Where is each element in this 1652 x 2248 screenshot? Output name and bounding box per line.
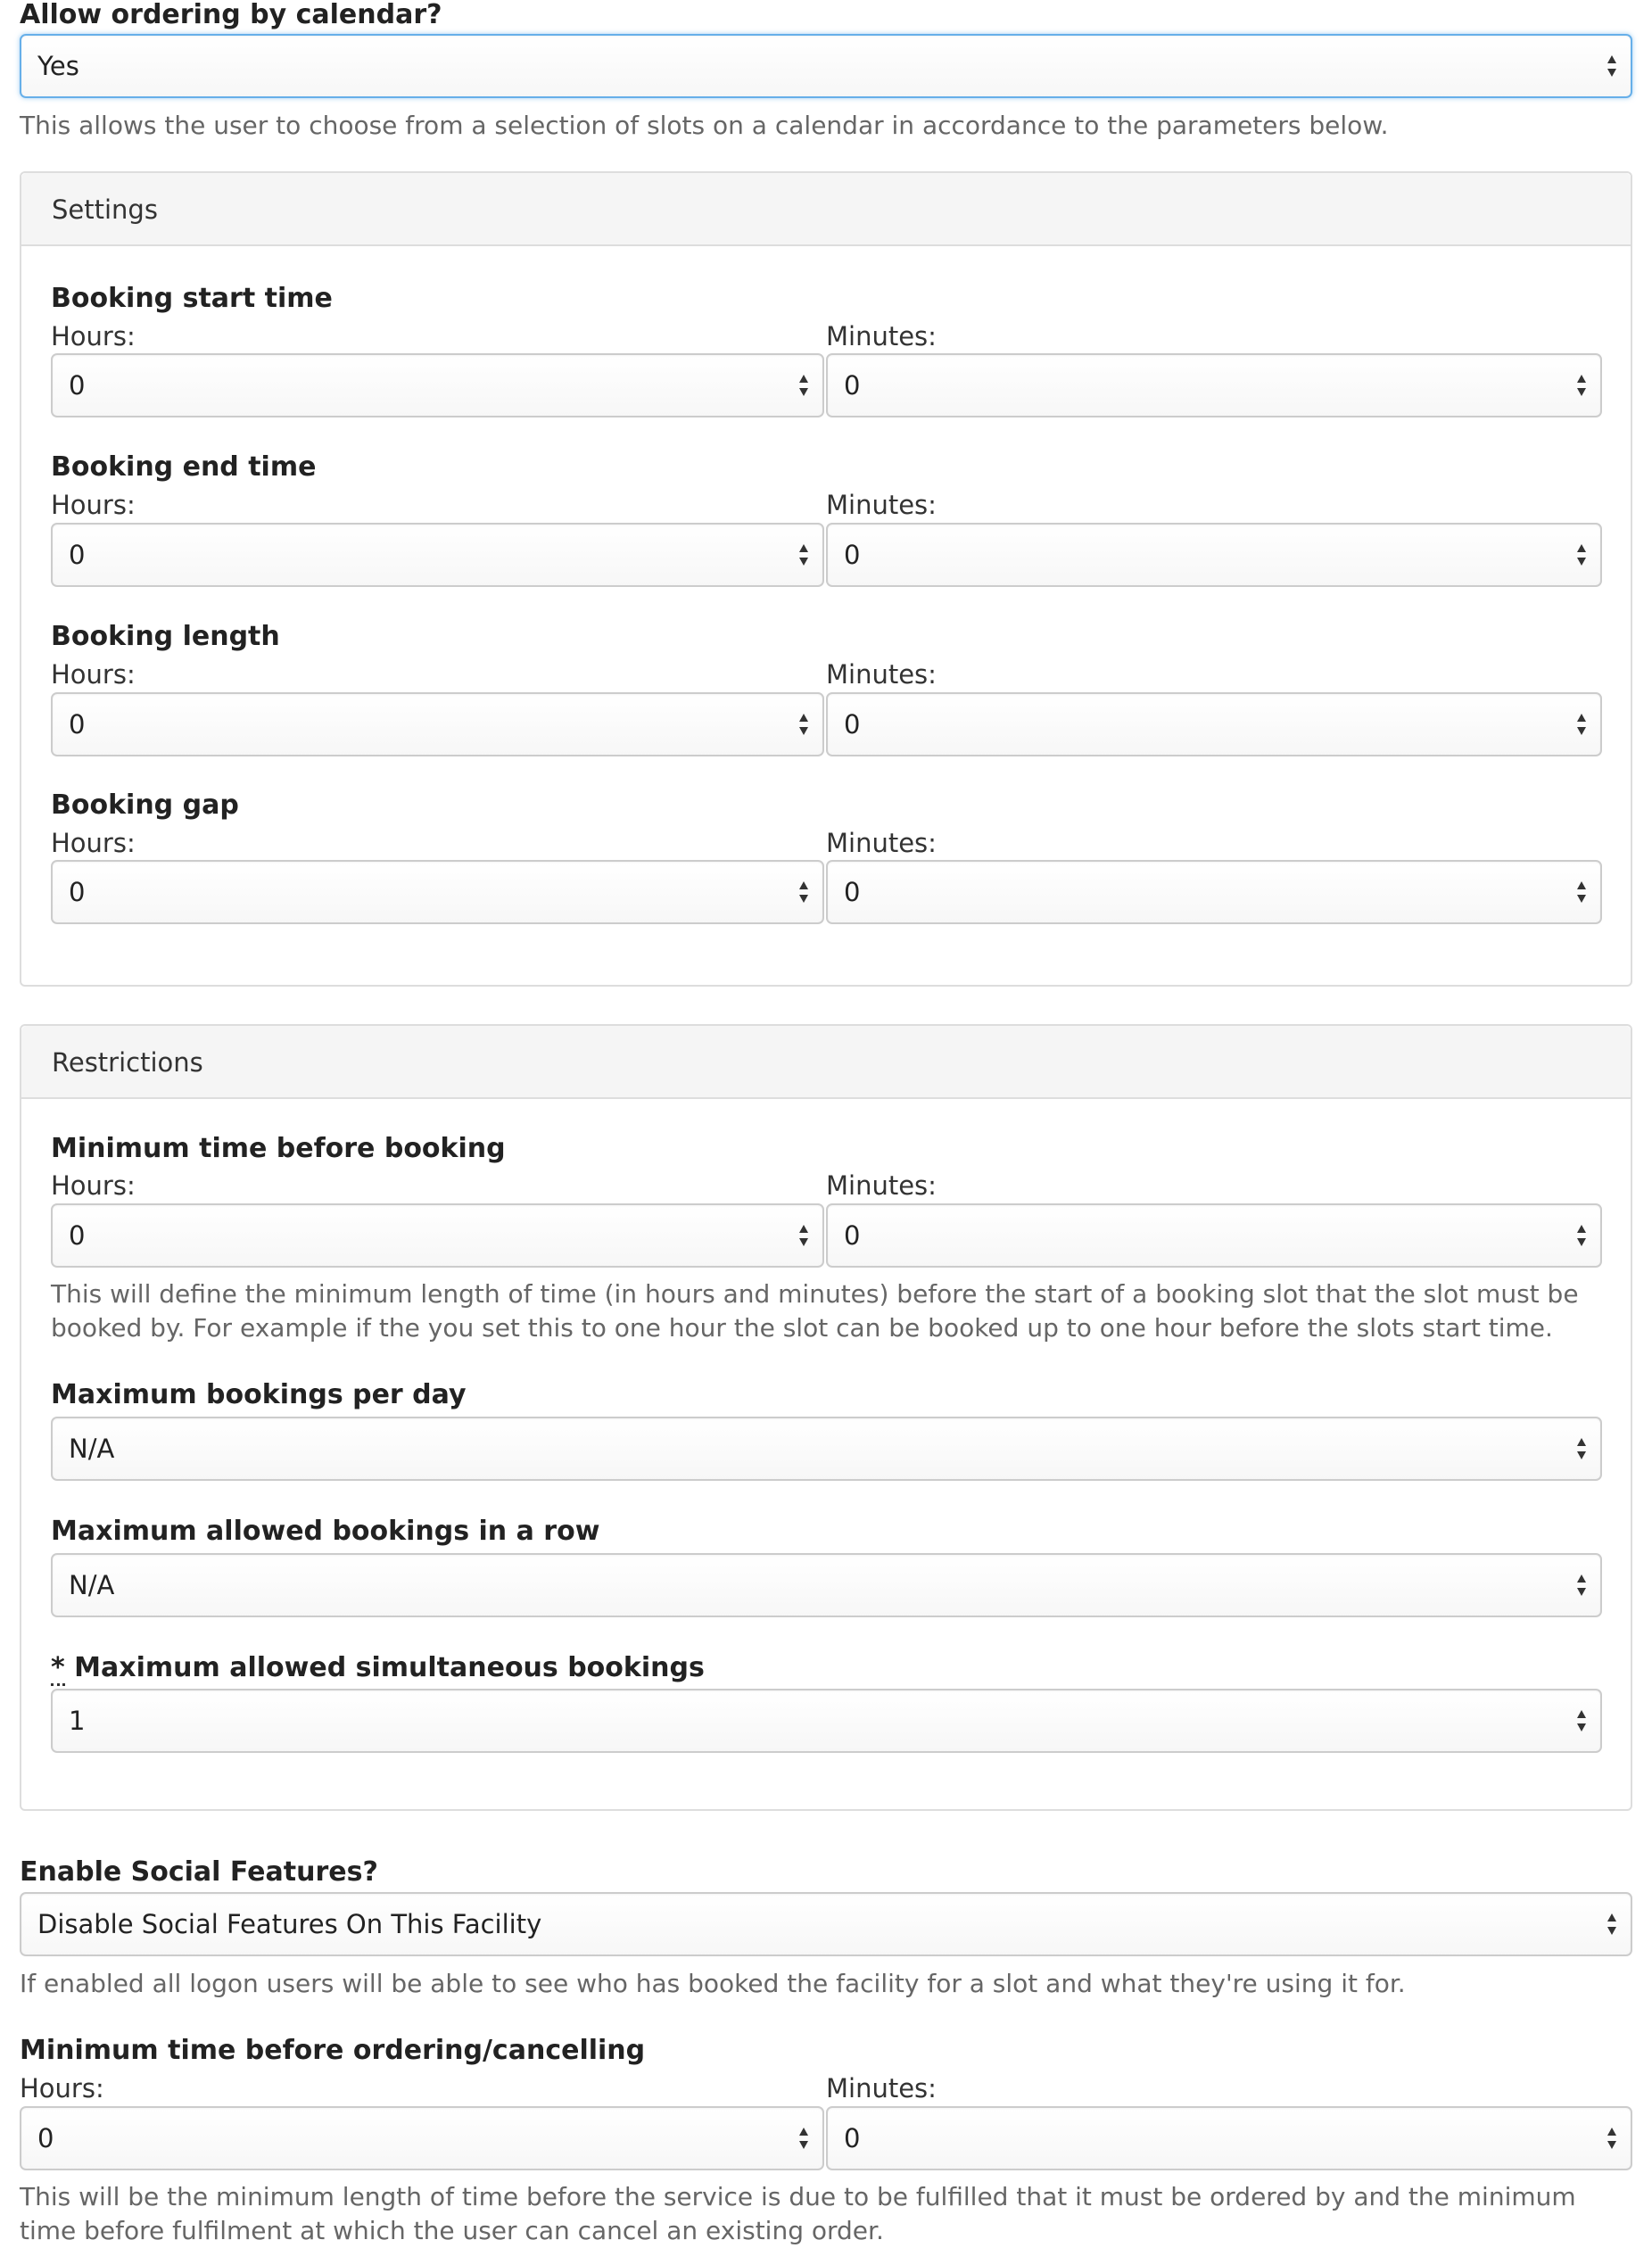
min-order-cancel-minutes-value: 0 [844, 2123, 861, 2153]
max-simultaneous-label-row [51, 1653, 705, 1683]
select-arrows-icon [797, 712, 810, 737]
select-arrows-icon [1575, 880, 1588, 905]
booking-end-hours-label: Hours: [51, 490, 136, 520]
min-time-minutes-label: Minutes: [826, 1170, 937, 1201]
booking-length-hours-select[interactable] [51, 692, 824, 756]
min-order-cancel-hours-value: 0 [37, 2123, 54, 2153]
social-features-value: Disable Social Features On This Facility [37, 1909, 542, 1939]
max-simultaneous-value: 1 [69, 1706, 86, 1736]
max-bookings-in-row-select[interactable] [51, 1553, 1602, 1617]
select-arrows-icon [1575, 712, 1588, 737]
booking-gap-hours-select[interactable] [51, 860, 824, 924]
select-arrows-icon [1575, 373, 1588, 398]
select-arrows-icon [797, 2126, 810, 2151]
min-time-minutes-value: 0 [844, 1220, 861, 1251]
max-bookings-per-day-select[interactable] [51, 1417, 1602, 1481]
min-time-hours-label: Hours: [51, 1170, 136, 1201]
booking-gap-label: Booking gap [51, 789, 239, 821]
booking-length-hours-label: Hours: [51, 659, 136, 690]
settings-panel-header [21, 173, 1631, 246]
select-arrows-icon [797, 542, 810, 567]
select-arrows-icon [1575, 1436, 1588, 1461]
booking-start-hours-select[interactable] [51, 353, 824, 417]
select-arrows-icon [1575, 1223, 1588, 1248]
social-features-select[interactable] [20, 1892, 1632, 1956]
min-order-cancel-help-line1: This will be the minimum length of time before the service is due to be fulfilled that it must be ordered by and the minimum [20, 2182, 1576, 2211]
min-order-cancel-minutes-select[interactable] [826, 2106, 1632, 2170]
min-time-help-line2: booked by. For example if the you set this to one hour the slot can be booked up to one hour before the slots start time. [51, 1313, 1553, 1343]
min-time-help-line1: This will define the minimum length of time (in hours and minutes) before the start of a booking slot that the slot must be [51, 1279, 1579, 1309]
booking-gap-minutes-value: 0 [844, 877, 861, 907]
booking-end-hours-select[interactable] [51, 523, 824, 587]
booking-length-hours-value: 0 [69, 709, 86, 740]
booking-end-minutes-label: Minutes: [826, 490, 937, 520]
booking-gap-hours-value: 0 [69, 877, 86, 907]
restrictions-panel-title: Restrictions [52, 1047, 203, 1078]
booking-length-minutes-label: Minutes: [826, 659, 937, 690]
booking-end-hours-value: 0 [69, 540, 86, 570]
booking-gap-minutes-label: Minutes: [826, 828, 937, 858]
min-order-cancel-minutes-label: Minutes: [826, 2073, 937, 2103]
allow-calendar-select[interactable] [20, 34, 1632, 98]
booking-start-minutes-select[interactable] [826, 353, 1602, 417]
booking-gap-minutes-select[interactable] [826, 860, 1602, 924]
booking-start-hours-value: 0 [69, 370, 86, 401]
max-simultaneous-label: Maximum allowed simultaneous bookings [74, 1652, 705, 1683]
min-time-minutes-select[interactable] [826, 1203, 1602, 1268]
min-order-cancel-hours-select[interactable] [20, 2106, 824, 2170]
select-arrows-icon [1606, 1912, 1618, 1937]
booking-gap-hours-label: Hours: [51, 828, 136, 858]
max-simultaneous-select[interactable] [51, 1689, 1602, 1753]
select-arrows-icon [797, 880, 810, 905]
select-arrows-icon [1575, 542, 1588, 567]
booking-start-minutes-label: Minutes: [826, 321, 937, 351]
booking-length-minutes-select[interactable] [826, 692, 1602, 756]
allow-calendar-label: Allow ordering by calendar? [20, 0, 442, 30]
max-bookings-per-day-value: N/A [69, 1434, 115, 1464]
booking-start-minutes-value: 0 [844, 370, 861, 401]
min-time-before-booking-label: Minimum time before booking [51, 1133, 506, 1164]
booking-end-time-label: Booking end time [51, 451, 317, 483]
select-arrows-icon [797, 1223, 810, 1248]
social-features-help: If enabled all logon users will be able to see who has booked the facility for a slot and what they're using it for. [20, 1969, 1406, 1998]
max-bookings-in-row-value: N/A [69, 1570, 115, 1600]
booking-start-hours-label: Hours: [51, 321, 136, 351]
min-order-cancel-help [20, 2180, 1632, 2248]
allow-calendar-help: This allows the user to choose from a selection of slots on a calendar in accordance to the parameters below. [20, 111, 1389, 140]
max-bookings-in-row-label: Maximum allowed bookings in a row [51, 1516, 600, 1547]
booking-end-minutes-value: 0 [844, 540, 861, 570]
max-bookings-per-day-label: Maximum bookings per day [51, 1379, 467, 1410]
min-time-help [51, 1277, 1630, 1345]
min-order-cancel-hours-label: Hours: [20, 2073, 104, 2103]
min-time-hours-value: 0 [69, 1220, 86, 1251]
booking-length-label: Booking length [51, 621, 280, 652]
social-features-label: Enable Social Features? [20, 1856, 378, 1888]
select-arrows-icon [1575, 1573, 1588, 1598]
select-arrows-icon [1606, 2126, 1618, 2151]
select-arrows-icon [797, 373, 810, 398]
min-order-cancel-label: Minimum time before ordering/cancelling [20, 2035, 646, 2066]
restrictions-panel-header [21, 1026, 1631, 1099]
allow-calendar-value: Yes [37, 51, 79, 81]
select-arrows-icon [1606, 54, 1618, 79]
min-time-hours-select[interactable] [51, 1203, 824, 1268]
settings-panel-title: Settings [52, 194, 158, 225]
select-arrows-icon [1575, 1708, 1588, 1733]
required-marker: * [51, 1652, 65, 1686]
booking-start-time-label: Booking start time [51, 283, 333, 314]
booking-length-minutes-value: 0 [844, 709, 861, 740]
min-order-cancel-help-line2: time before fulfilment at which the user can cancel an existing order. [20, 2216, 884, 2245]
booking-end-minutes-select[interactable] [826, 523, 1602, 587]
